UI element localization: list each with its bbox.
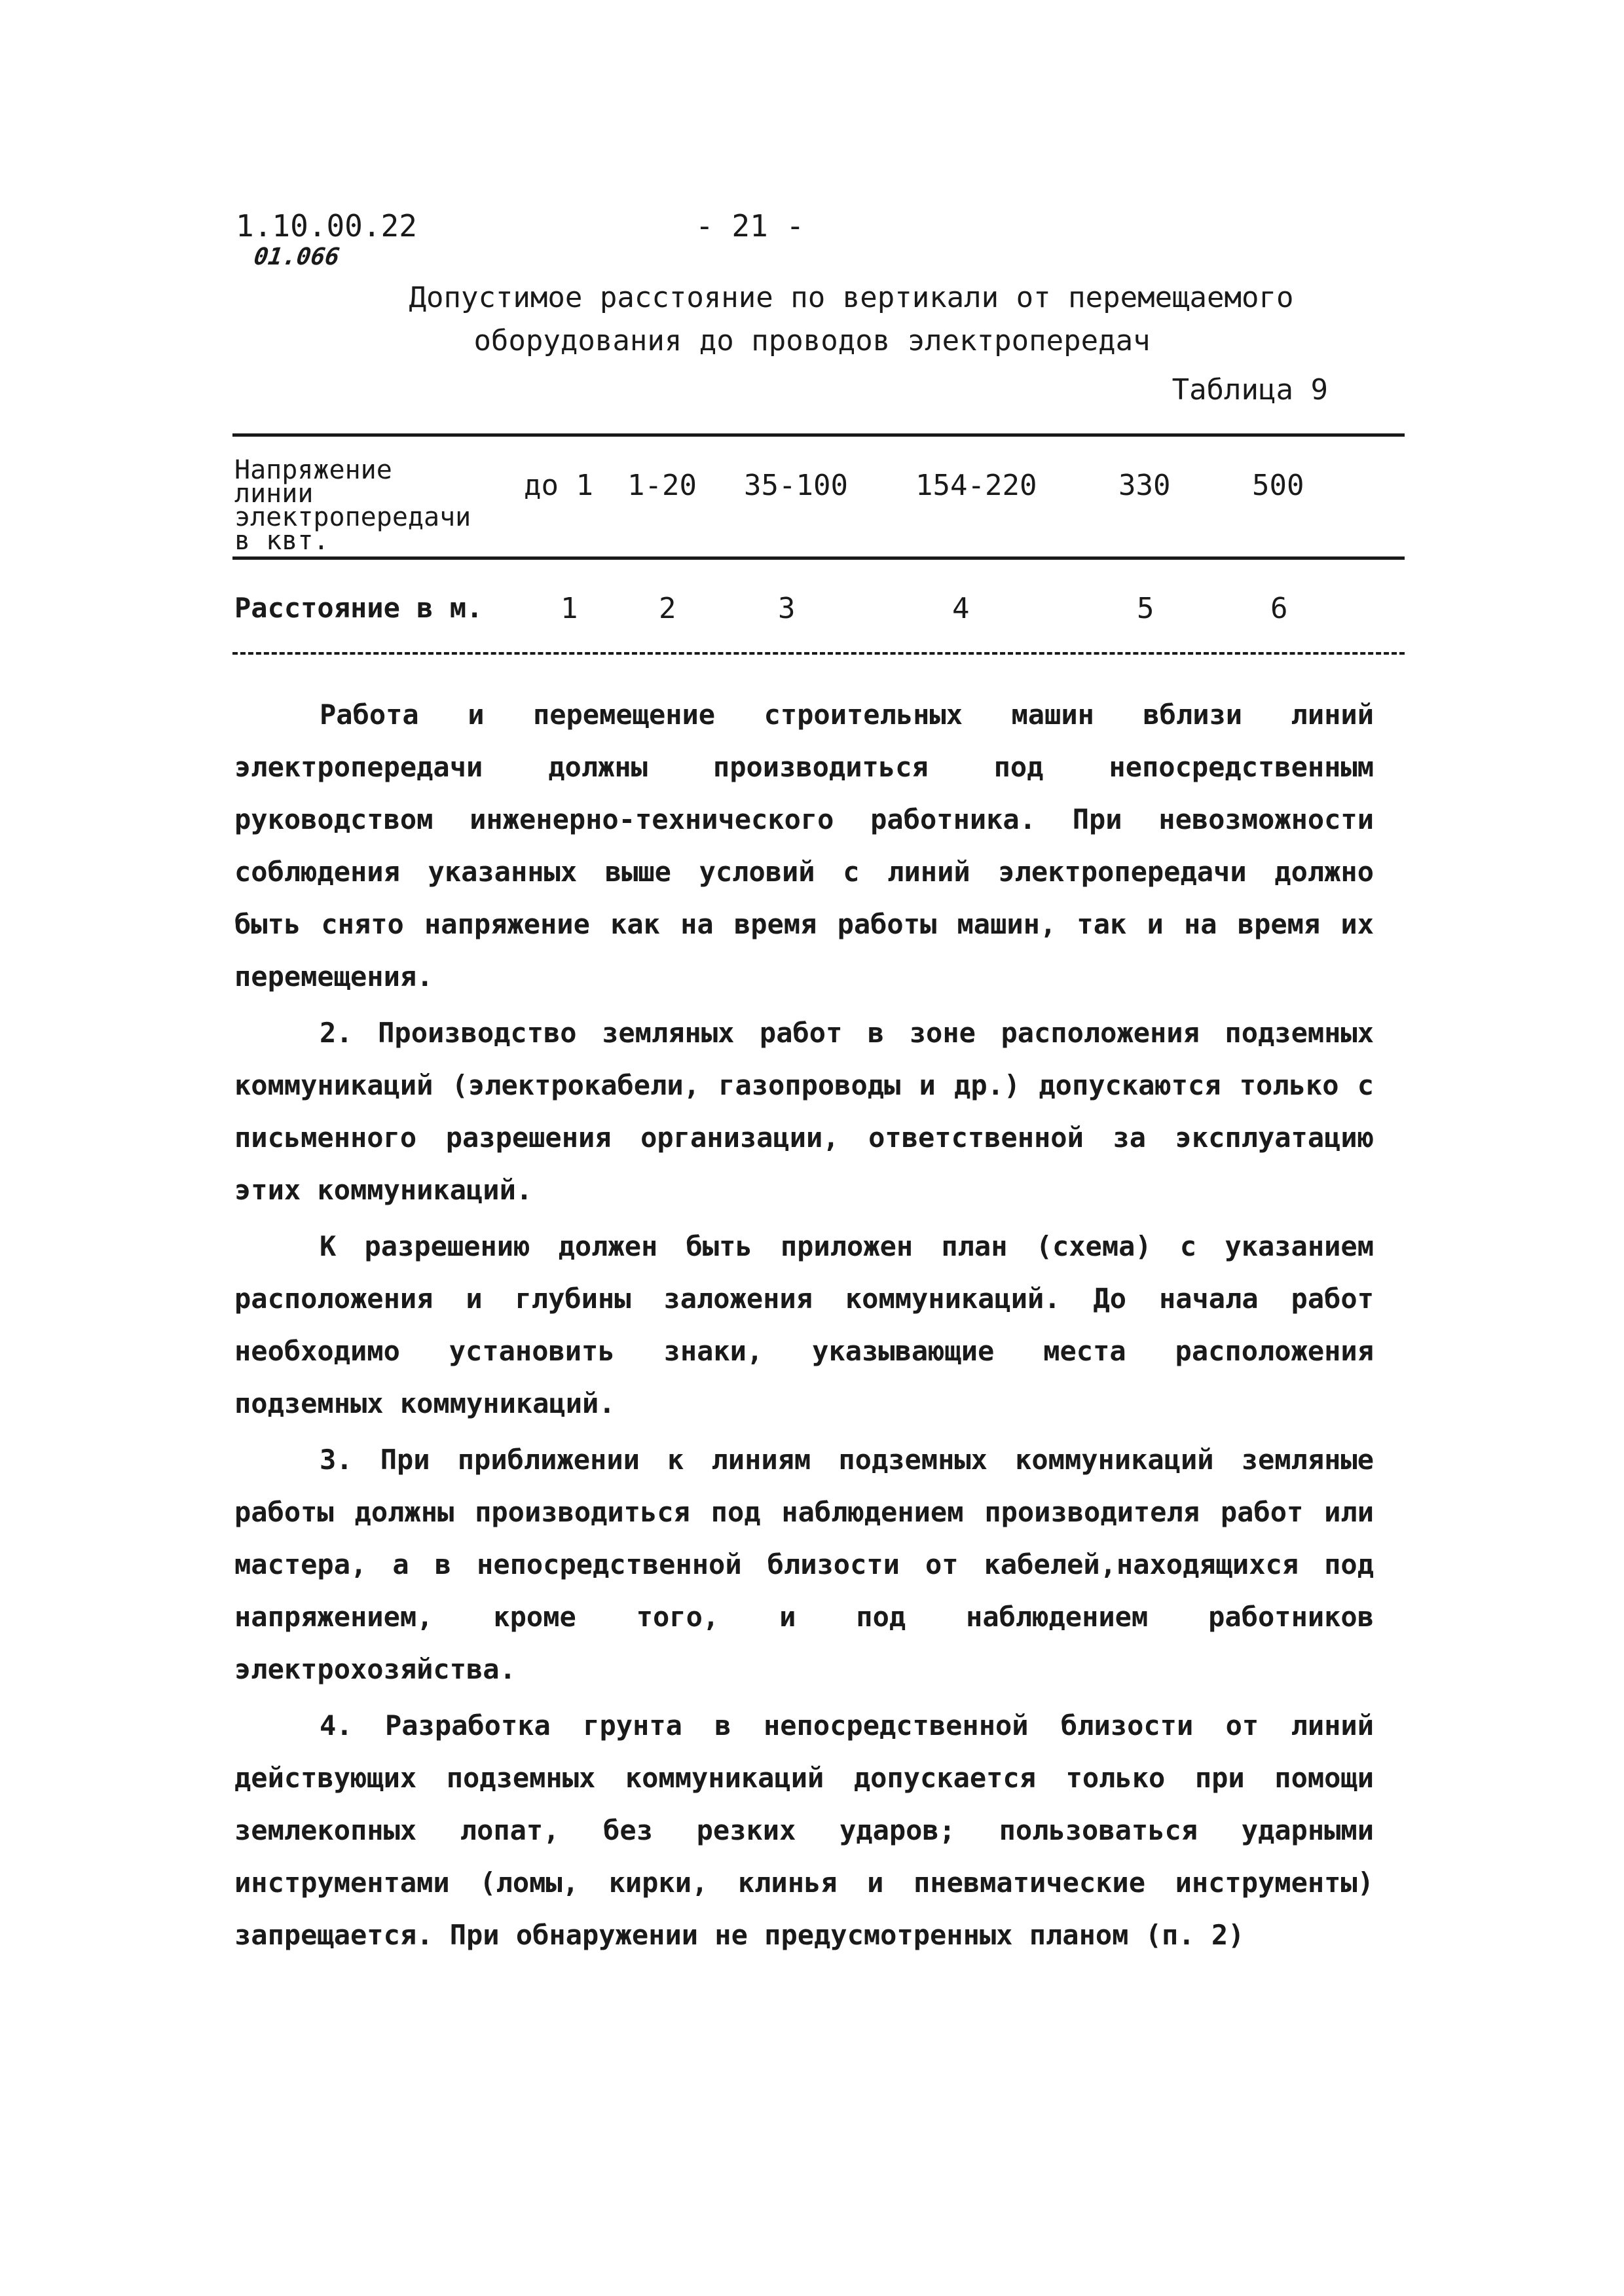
distance-cell: 3 (778, 592, 796, 625)
distance-cell: 6 (1270, 592, 1288, 625)
paragraph: К разрешению должен быть приложен план (схема) с указанием расположения и глубины заложения коммуникаций. До начала работ необходимо установить знаки, указывающие места расположения подземных коммуникаций. (234, 1230, 1374, 1419)
voltage-row-header: Напряжение линии электропередачи в квт. (234, 455, 471, 556)
paragraph: 3. При приближении к линиям подземных коммуникаций земляные работы должны производиться под наблюдением производителя работ или мастера, а в непосредственной близости от кабелей,находящихся под напряжением, кроме того, и под наблюдением работников электрохозяйства. (234, 1444, 1374, 1685)
voltage-cell: 500 (1252, 469, 1304, 502)
table-title (0, 276, 1624, 363)
paragraph: 4. Разработка грунта в непосредственной близости от линий действующих подземных коммуникаций допускается только при помощи землекопных лопат, без резких ударов; пользоваться ударными инструментами (ломы, кирки, клинья и пневматические инструменты) запрещается. При обнаружении не предусмотренных планом (п. 2) (234, 1709, 1374, 1951)
page-number: - 21 - (695, 208, 805, 244)
table-title-line-2: оборудования до проводов электропередач (473, 324, 1151, 357)
voltage-cell: 330 (1118, 469, 1171, 502)
distance-cell: 1 (561, 592, 578, 625)
voltage-cell: 154-220 (915, 469, 1037, 502)
table-title-line-1: Допустимое расстояние по вертикали от перемещаемого (409, 281, 1294, 314)
document-subcode: 01.066 (252, 244, 341, 270)
voltage-cell: 1-20 (627, 469, 697, 502)
paragraph: Работа и перемещение строительных машин вблизи линий электропередачи должны производиться под непосредственным руководством инженерно-технического работника. При невозможности соблюдения указанных выше условий с линий электропередачи должно быть снято напряжение как на время работы машин, так и на время их перемещения. (234, 699, 1374, 993)
paragraph: 2. Производство земляных работ в зоне расположения подземных коммуникаций (электрокабели, газопроводы и др.) допускаются только с письменного разрешения организации, ответственной за эксплуатацию этих коммуникаций. (234, 1017, 1374, 1206)
voltage-cell: до 1 (524, 469, 593, 502)
distance-row-header: Расстояние в м. (234, 592, 483, 624)
table-bottom-rule (232, 652, 1405, 655)
table-top-rule (232, 433, 1405, 437)
distance-cell: 2 (659, 592, 676, 625)
table-label: Таблица 9 (1172, 373, 1328, 407)
table-middle-rule (232, 556, 1405, 560)
document-code: 1.10.00.22 (236, 208, 417, 244)
distance-cell: 5 (1137, 592, 1154, 625)
distance-cell: 4 (952, 592, 970, 625)
body-text (234, 689, 1374, 1961)
voltage-cell: 35-100 (744, 469, 848, 502)
